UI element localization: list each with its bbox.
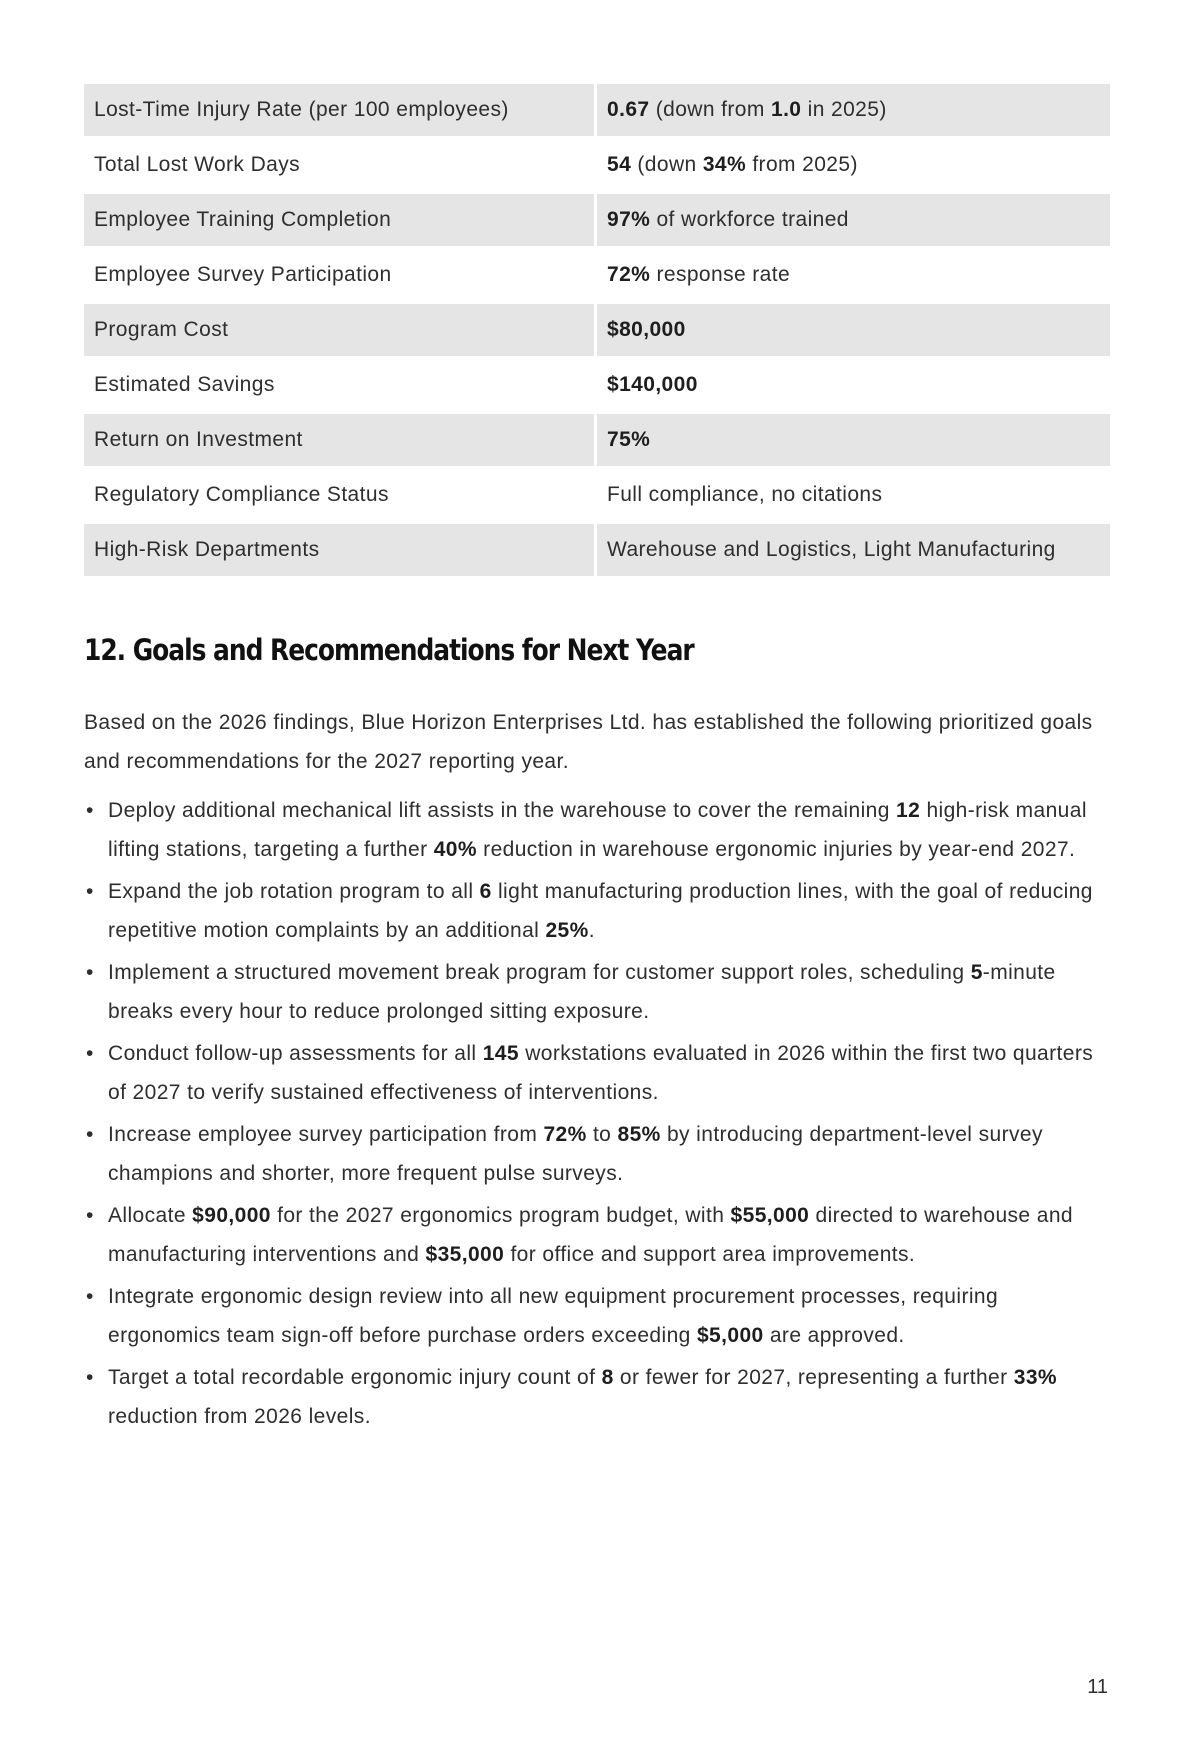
emphasis-value: $140,000 — [607, 373, 698, 396]
emphasis-value: 72% — [543, 1123, 587, 1146]
text-run: reduction in warehouse ergonomic injuries by year-end 2027. — [476, 838, 1076, 861]
metric-label: Employee Training Completion — [84, 194, 594, 246]
emphasis-value: 1.0 — [770, 98, 802, 121]
emphasis-value: 33% — [1013, 1366, 1057, 1389]
text-run: (down from — [649, 98, 771, 121]
section-heading: 12. Goals and Recommendations for Next Year — [84, 633, 694, 667]
text-run: reduction from 2026 levels. — [108, 1405, 371, 1428]
text-run: Conduct follow-up assessments for all — [108, 1042, 483, 1065]
text-run: Expand the job rotation program to all — [108, 880, 480, 903]
metric-value — [597, 304, 1110, 356]
bullet-icon: • — [86, 1042, 94, 1065]
metric-label: Regulatory Compliance Status — [84, 469, 594, 521]
text-run: (down — [631, 153, 703, 176]
list-item — [84, 1034, 1110, 1112]
text-run: workstations evaluated in 2026 within the first two quarters of 2027 to verify sustained effectiveness of interventions. — [108, 1042, 1094, 1104]
table-row — [84, 469, 1110, 521]
list-item — [84, 791, 1110, 869]
text-run: . — [588, 919, 595, 942]
metrics-table — [81, 81, 1113, 579]
metric-label: Program Cost — [84, 304, 594, 356]
table-row — [84, 524, 1110, 576]
bullet-icon: • — [86, 1204, 94, 1227]
emphasis-value: 6 — [479, 880, 492, 903]
metric-label: Return on Investment — [84, 414, 594, 466]
bullet-icon: • — [86, 1366, 94, 1389]
emphasis-value: 75% — [607, 428, 651, 451]
text-run: response rate — [650, 263, 791, 286]
metrics-table-body — [84, 84, 1110, 576]
emphasis-value: 34% — [702, 153, 747, 176]
metric-value — [597, 194, 1110, 246]
table-row — [84, 414, 1110, 466]
text-run: Full compliance, no citations — [607, 483, 883, 506]
metric-value — [597, 524, 1110, 576]
text-run: Increase employee survey participation from — [108, 1123, 544, 1146]
text-run: by introducing department-level survey champions and shorter, more frequent pulse surveys. — [108, 1123, 1043, 1185]
list-item — [84, 1277, 1110, 1355]
emphasis-value: 25% — [545, 919, 589, 942]
text-run: are approved. — [763, 1324, 905, 1347]
text-run: Implement a structured movement break program for customer support roles, scheduling — [108, 961, 971, 984]
emphasis-value: $5,000 — [696, 1324, 764, 1347]
metric-value — [597, 249, 1110, 301]
emphasis-value: 85% — [617, 1123, 661, 1146]
list-item — [84, 1115, 1110, 1193]
document-page — [84, 84, 1110, 1439]
text-run: Target a total recordable ergonomic injury count of — [108, 1366, 602, 1389]
metric-value — [597, 84, 1110, 136]
text-run: Integrate ergonomic design review into all new equipment procurement processes, requiring ergonomics team sign-off before purchase orders exceeding — [108, 1285, 999, 1347]
emphasis-value: 12 — [896, 799, 921, 822]
text-run: in 2025) — [801, 98, 887, 121]
metric-value — [597, 139, 1110, 191]
text-run: or fewer for 2027, representing a further — [613, 1366, 1014, 1389]
list-item — [84, 1196, 1110, 1274]
emphasis-value: 0.67 — [607, 98, 650, 121]
list-item — [84, 953, 1110, 1031]
metric-label: Estimated Savings — [84, 359, 594, 411]
table-row — [84, 194, 1110, 246]
table-row — [84, 84, 1110, 136]
text-run: for office and support area improvements. — [504, 1243, 916, 1266]
text-run: -minute breaks every hour to reduce prolonged sitting exposure. — [108, 961, 1056, 1023]
text-run: to — [586, 1123, 618, 1146]
text-run: for the 2027 ergonomics program budget, with — [270, 1204, 731, 1227]
section-intro-paragraph: Based on the 2026 findings, Blue Horizon Enterprises Ltd. has established the following prioritized goals and recommendations for the 2027 reporting year. — [84, 711, 1093, 773]
text-run: Warehouse and Logistics, Light Manufacturing — [607, 538, 1056, 561]
text-run: Deploy additional mechanical lift assists in the warehouse to cover the remaining — [108, 799, 897, 822]
emphasis-value: 5 — [970, 961, 983, 984]
metric-label: High-Risk Departments — [84, 524, 594, 576]
bullet-icon: • — [86, 961, 94, 984]
bullet-icon: • — [86, 1285, 94, 1308]
emphasis-value: $90,000 — [192, 1204, 271, 1227]
emphasis-value: 145 — [482, 1042, 519, 1065]
goals-list — [84, 791, 1110, 1436]
table-row — [84, 249, 1110, 301]
table-row — [84, 304, 1110, 356]
list-item — [84, 1358, 1110, 1436]
bullet-icon: • — [86, 880, 94, 903]
text-run: light manufacturing production lines, with the goal of reducing repetitive motion complaints by an additional — [108, 880, 1093, 942]
emphasis-value: 54 — [607, 153, 632, 176]
table-row — [84, 139, 1110, 191]
emphasis-value: 97% — [607, 208, 651, 231]
page-number: 11 — [1087, 1676, 1108, 1698]
bullet-icon: • — [86, 799, 94, 822]
metric-value — [597, 469, 1110, 521]
metric-label: Employee Survey Participation — [84, 249, 594, 301]
emphasis-value: 72% — [607, 263, 651, 286]
metric-value — [597, 414, 1110, 466]
table-row — [84, 359, 1110, 411]
emphasis-value: 8 — [601, 1366, 614, 1389]
metric-label: Total Lost Work Days — [84, 139, 594, 191]
bullet-icon: • — [86, 1123, 94, 1146]
emphasis-value: $80,000 — [607, 318, 686, 341]
list-item — [84, 872, 1110, 950]
emphasis-value: 40% — [433, 838, 477, 861]
emphasis-value: $55,000 — [730, 1204, 810, 1227]
text-run: Allocate — [108, 1204, 193, 1227]
metric-label: Lost-Time Injury Rate (per 100 employees) — [84, 84, 594, 136]
text-run: directed to warehouse and manufacturing interventions and — [108, 1204, 1073, 1266]
text-run: high-risk manual lifting stations, targeting a further — [108, 799, 1087, 861]
emphasis-value: $35,000 — [425, 1243, 505, 1266]
text-run: of workforce trained — [650, 208, 849, 231]
text-run: from 2025) — [746, 153, 858, 176]
metric-value — [597, 359, 1110, 411]
